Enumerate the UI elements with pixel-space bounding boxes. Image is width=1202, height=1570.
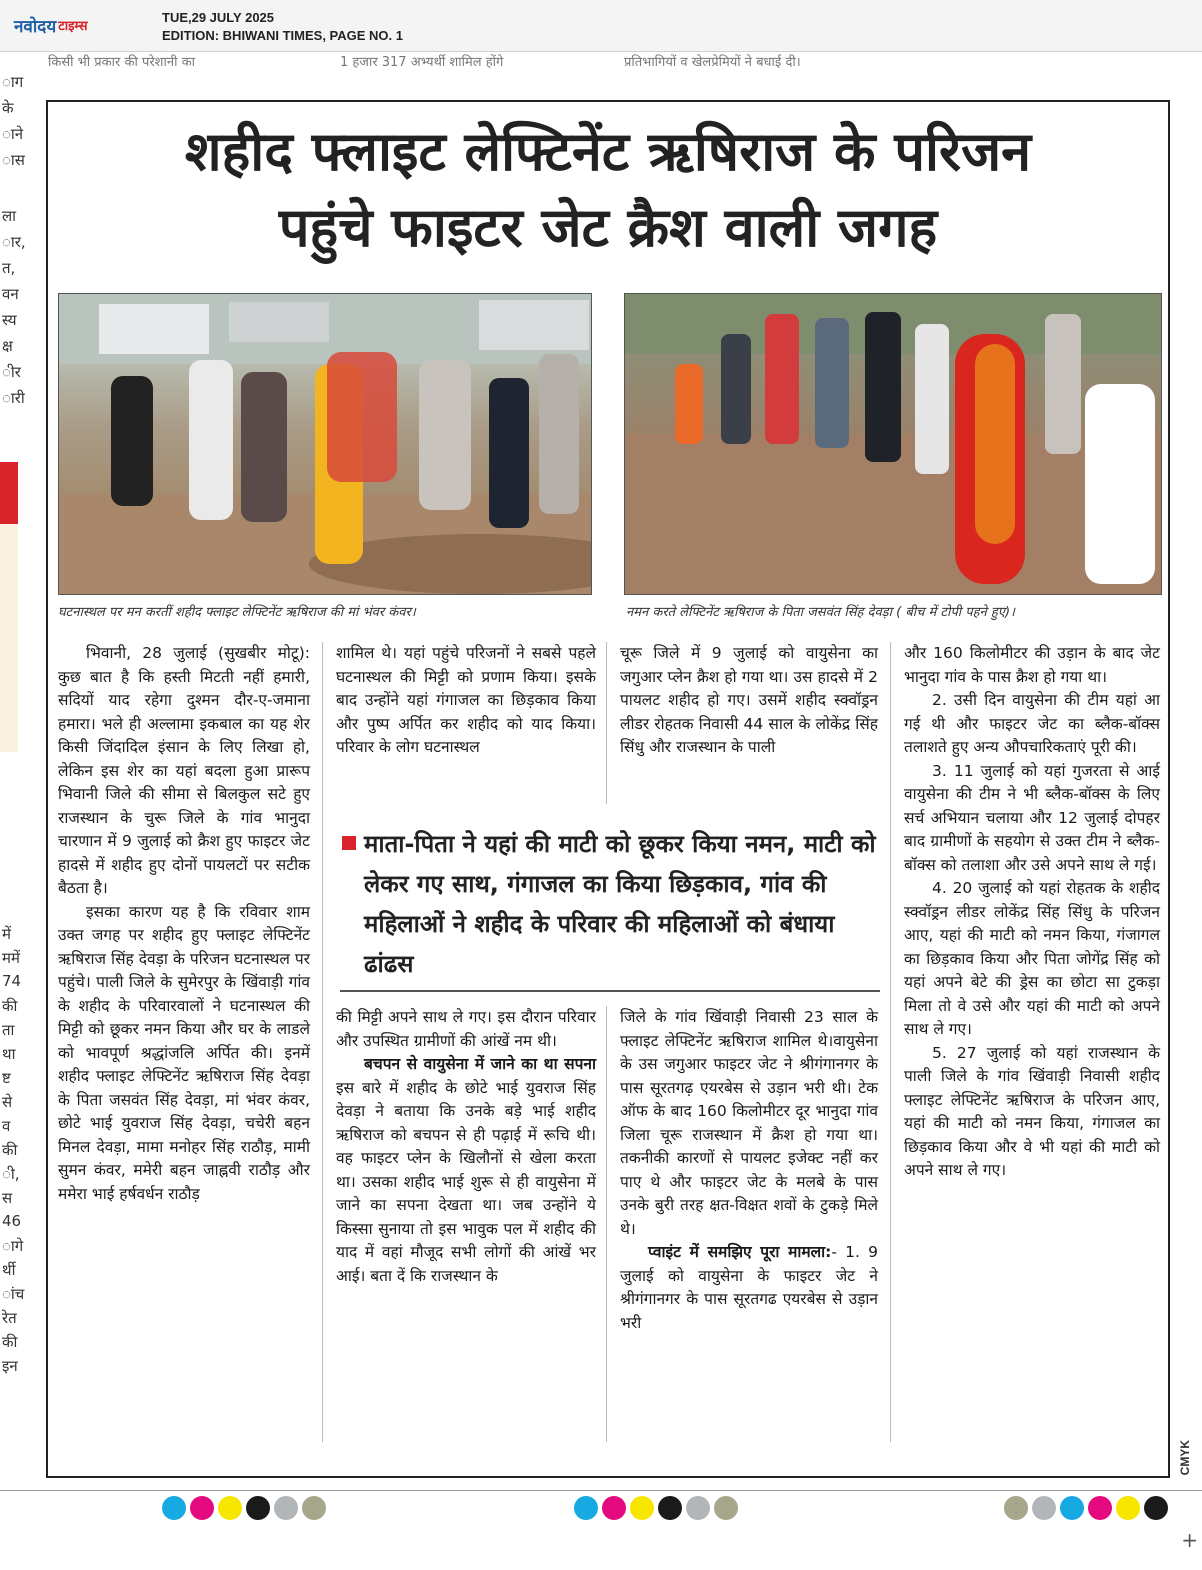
paragraph-text: - 1. 9 जुलाई को वायुसेना के फाइटर जेट ने श्रीगंगानगर के पास सूरतगढ एयरबेस से उड़ान भरी <box>620 1243 878 1332</box>
column-divider <box>322 642 323 1442</box>
paragraph: 4. 20 जुलाई को यहां रोहतक के शहीद स्क्वॉड्रन लीडर लोकेंद्र सिंह सिंधु के परिजन आए, यहां की माटी को नमन किया, गंजागल का छिड़काव किया और पिता जोगेंद्र सिंह को यहां अपने बेटे की ड्रेस का छोटा सा टुकड़ा मिला तो वे उसे और यहां की माटी को अपने साथ ले गए। <box>904 879 1160 1038</box>
headline-line-2: पहुंचे फाइटर जेट क्रैश वाली जगह <box>278 196 938 259</box>
fragment: में <box>2 925 11 943</box>
logo-main: नवोदय <box>14 16 57 37</box>
color-registration-center <box>574 1496 738 1522</box>
fragment: र्थी <box>2 1261 16 1279</box>
paragraph: की मिट्टी अपने साथ ले गए। इस दौरान परिवार और उपस्थित ग्रामीणों की आंखें नम थी। <box>336 1008 596 1050</box>
fragment: ाग <box>2 73 24 91</box>
cmyk-label: CMYK <box>1178 1440 1192 1476</box>
fragment: ष्ट <box>2 1069 11 1087</box>
pull-quote-text: माता-पिता ने यहां की माटी को छूकर किया नमन, माटी को लेकर गए साथ, गंगाजल का किया छिड़काव, गांव की महिलाओं ने शहीद के परिवार की महिलाओं को बंधाया ढांढस <box>364 830 876 978</box>
photo-mother-paying-respect[interactable] <box>58 293 592 595</box>
paragraph: भिवानी, 28 जुलाई (सुखबीर मोटू): कुछ बात है कि हस्ती मिटती नहीं हमारी, सदियों याद रहेगा दुश्मन दौर-ए-जमाना हमारा। भले ही अल्लामा इकबाल का यह शेर किसी जिंदादिल इंसान के लिए लिखा हो, लेकिन इस शेर का यहां बदला हुआ प्रारूप भिवानी जिले की सीमा से बिलकुल सटे हुए राजस्थान के चुरू जिले के गांव भानुदा चारणान में 9 जुलाई को क्रैश हुए फाइटर जेट हादसे में शहीद हुए दोनों पायलटों पर सटीक बैठता है। <box>58 644 310 897</box>
fragment: 46 <box>2 1212 22 1230</box>
strip-fragment: 1 हजार 317 अभ्यर्थी शामिल होंगे <box>340 55 504 70</box>
fragment: के <box>2 99 14 117</box>
column-divider <box>606 642 607 804</box>
fragment: ागे <box>2 1237 24 1255</box>
paragraph: शामिल थे। यहां पहुंचे परिजनों ने सबसे पहले घटनास्थल की मिट्टी को प्रणाम किया। इसके बाद उन्होंने यहां गंगाजल का छिड़काव किया और पुष्प अर्पित कर शहीद को याद किया। परिवार के लोग घटनास्थल <box>336 644 596 756</box>
magenta-dot <box>190 1496 214 1520</box>
olive-dot <box>302 1496 326 1520</box>
photo-father-paying-respect[interactable] <box>624 293 1162 595</box>
fragment: की <box>2 1141 18 1159</box>
logo-sub: टाइम्स <box>58 19 88 34</box>
yellow-dot <box>218 1496 242 1520</box>
column-2-bottom <box>336 1006 596 1288</box>
fragment: वन <box>2 285 19 303</box>
yellow-dot <box>630 1496 654 1520</box>
paragraph: इसका कारण यह है कि रविवार शाम उक्त जगह पर शहीद हुए फ्लाइट लेफ्टिनेंट ऋषिराज सिंह देवड़ा के परिजन घटनास्थल पर पहुंचे। पाली जिले के सुमेरपुर के खिंवाड़ी गांव के शहीद के परिवारवालों ने घटनास्थल की मिट्टी को छूकर नमन किया और घर के लाडले को भावपूर्ण श्रद्धांजलि अर्पित की। इनमें शहीद फ्लाइट लेफ्टिनेंट ऋषिराज सिंह देवड़ा के पिता जसवंत सिंह देवड़ा, मां भंवर कंवर, छोटे भाई युवराज सिंह देवड़ा, चचेरी बहन मिनल देवड़ा, मामा मनोहर सिंह राठौड़, मामी सुमन कंवर, ममेरी बहन जाह्नवी राठौड़ और ममेरा भाई हर्षवर्धन राठौड़ <box>58 902 310 1203</box>
grey-dot <box>274 1496 298 1520</box>
pull-quote <box>340 824 880 992</box>
paragraph: और 160 किलोमीटर की उड़ान के बाद जेट भानुदा गांव के पास क्रैश हो गया था। <box>904 644 1160 686</box>
paragraph <box>336 1053 596 1288</box>
column-3-bottom <box>620 1006 878 1335</box>
black-dot <box>1144 1496 1168 1520</box>
color-registration-right <box>1004 1496 1168 1522</box>
black-dot <box>658 1496 682 1520</box>
edition-date: TUE,29 JULY 2025 <box>162 10 275 25</box>
column-3-top <box>620 642 878 760</box>
registration-line <box>0 1490 1202 1491</box>
adjacent-red-bar <box>0 462 18 524</box>
fragment: से <box>2 1093 13 1111</box>
photo-caption-2: नमन करते लेफ्टिनेंट ऋषिराज के पिता जसवंत सिंह देवड़ा ( बीच में टोपी पहने हुए)। <box>626 605 1015 620</box>
fragment: स <box>2 1189 13 1207</box>
fragment: ारी <box>2 389 25 407</box>
paragraph: जिले के गांव खिंवाड़ी निवासी 23 साल के फ्लाइट लेफ्टिनेंट ऋषिराज शामिल थे।वायुसेना के उस जगुआर फाइटर जेट ने श्रीगंगानगर के पास सूरतगढ़ एयरबेस से उड़ान भरी थी। टेक ऑफ के बाद 160 किलोमीटर दूर भानुदा गांव जिला चूरू राजस्थान में क्रैश हो गया था। तकनीकी कारणों से पायलट इजेक्ट नहीं कर पाए थे और फाइटर जेट के मलबे के पास उनके बुरी तरह क्षत-विक्षत शवों के टुकड़े मिले थे। <box>620 1008 878 1238</box>
fragment: रेत <box>2 1309 17 1327</box>
fragment: ला <box>2 207 17 225</box>
olive-dot <box>1004 1496 1028 1520</box>
fragment: ास <box>2 151 25 169</box>
edition-name: EDITION: BHIWANI TIMES, PAGE NO. 1 <box>162 28 403 43</box>
paragraph: चूरू जिले में 9 जुलाई को वायुसेना का जगुआर प्लेन क्रैश हो गया था। उस हादसे में 2 पायलट शहीद हो गए। उसमें शहीद स्क्वॉड्रन लीडर रोहतक निवासी 44 साल के लोकेंद्र सिंह सिंधु और राजस्थान के पाली <box>620 644 878 756</box>
fragment: इन <box>2 1357 18 1375</box>
fragment: की <box>2 1333 18 1351</box>
article-headline <box>48 114 1168 266</box>
fragment: ांच <box>2 1285 25 1303</box>
paragraph: 5. 27 जुलाई को यहां राजस्थान के पाली जिले के गांव खिंवाड़ी निवासी शहीद फ्लाइट लेफ्टिनेंट ऋषिराज के परिजन आए, यहां की माटी को नमन किया, गंगाजल का छिड़काव किया और वे भी यहां की माटी को अपने साथ ले गए। <box>904 1043 1160 1179</box>
yellow-dot <box>1116 1496 1140 1520</box>
photo-illustration <box>59 294 592 595</box>
paragraph: 2. उसी दिन वायुसेना की टीम यहां आ गई थी और फाइटर जेट का ब्लैक-बॉक्स तलाशते हुए अन्य औपचारिकताएं पूरी की। <box>904 691 1160 756</box>
paragraph-text: इस बारे में शहीद के छोटे भाई युवराज सिंह देवड़ा ने बताया कि उनके बड़े भाई शहीद ऋषिराज को बचपन से ही पढ़ाई में रूचि थी। वह फाइटर प्लेन के खिलौनों से खेला करता था। उसका शहीद भाई शुरू से ही वायुसेना में जाने का सपना देखता था। जब उन्होंने ये किस्सा सुनाया तो इस भावुक पल में शहीद की याद में वहां मौजूद सभी लोगों की आंखें भर आई। बता दें कि राजस्थान के <box>336 1078 596 1285</box>
magenta-dot <box>602 1496 626 1520</box>
photo-caption-1: घटनास्थल पर मन करतीं शहीद फ्लाइट लेफ्टिनेंट ऋषिराज की मां भंवर कंवर। <box>58 605 416 620</box>
grey-dot <box>686 1496 710 1520</box>
black-dot <box>246 1496 270 1520</box>
fragment: ता <box>2 1021 15 1039</box>
edition-meta <box>162 9 403 45</box>
column-divider <box>606 1006 607 1442</box>
fragment: त, <box>2 259 16 277</box>
paragraph: 3. 11 जुलाई को यहां गुजरता से आई वायुसेना की टीम ने भी ब्लैक-बॉक्स के लिए सर्च अभियान चलाया और 12 जुलाई दोपहर बाद ग्रामीणों के सहयोग से उक्त टीम ने ब्लैक-बॉक्स को तलाशा और उसे अपने साथ ले गई। <box>904 761 1160 874</box>
column-1 <box>58 642 310 1206</box>
article-frame <box>46 100 1170 1478</box>
crop-mark-icon: + <box>1181 1528 1198 1552</box>
fragment: की <box>2 997 18 1015</box>
cyan-dot <box>162 1496 186 1520</box>
strip-fragment: प्रतिभागियों व खेलप्रेमियों ने बधाई दी। <box>624 55 801 70</box>
cyan-dot <box>1060 1496 1084 1520</box>
fragment: व <box>2 1117 11 1135</box>
column-divider <box>890 642 891 1442</box>
olive-dot <box>714 1496 738 1520</box>
fragment: ीर <box>2 363 21 381</box>
fragment: ी, <box>2 1165 20 1183</box>
fragment: क्ष <box>2 337 13 355</box>
column-4 <box>904 642 1160 1183</box>
previous-page-strip <box>40 52 940 70</box>
photo-illustration <box>625 294 1162 595</box>
newspaper-logo[interactable] <box>14 8 150 42</box>
fragment: ार, <box>2 233 26 251</box>
paragraph <box>620 1241 878 1335</box>
column-2-top <box>336 642 596 760</box>
grey-dot <box>1032 1496 1056 1520</box>
fragment: 74 <box>2 972 22 990</box>
subheading: बचपन से वायुसेना में जाने का था सपना <box>364 1055 596 1073</box>
strip-fragment: किसी भी प्रकार की परेशानी का <box>48 55 195 70</box>
cyan-dot <box>574 1496 598 1520</box>
fragment: था <box>2 1045 16 1063</box>
fragment: ममें <box>2 949 20 967</box>
edition-header <box>0 0 1202 52</box>
adjacent-column-fragments <box>0 64 26 1504</box>
magenta-dot <box>1088 1496 1112 1520</box>
color-registration-left <box>162 1496 326 1522</box>
subheading: प्वाइंट में समझिए पूरा मामला: <box>648 1243 832 1261</box>
fragment: स्य <box>2 311 17 329</box>
fragment: ाने <box>2 125 24 143</box>
headline-line-1: शहीद फ्लाइट लेफ्टिनेंट ऋषिराज के परिजन <box>184 120 1032 183</box>
red-square-bullet <box>342 836 356 850</box>
adjacent-cream-box <box>0 524 18 752</box>
